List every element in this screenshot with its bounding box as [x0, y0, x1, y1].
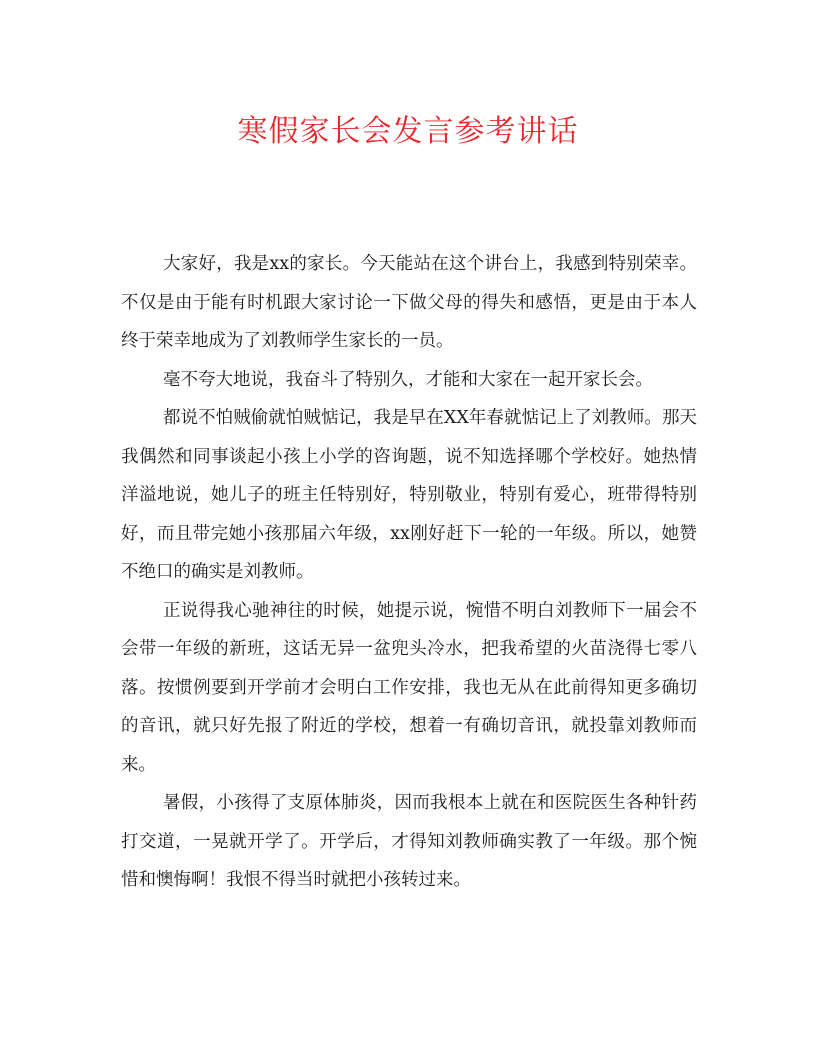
document-title: 寒假家长会发言参考讲话 [237, 114, 579, 149]
paragraph: 正说得我心驰神往的时候，她提示说，惋惜不明白刘教师下一届会不会带一年级的新班，这话无异一盆兜头冷水，把我希望的火苗浇得七零八落。按惯例要到开学前才会明白工作安排，我也无从在此前得知更多确切的音讯，就只好先报了附近的学校，想着一有确切音讯，就投靠刘教师而来。 [121, 600, 697, 775]
paragraph: 大家好，我是xx的家长。今天能站在这个讲台上，我感到特别荣幸。不仅是由于能有时机跟大家讨论一下做父母的得失和感悟，更是由于本人终于荣幸地成为了刘教师学生家长的一员。 [121, 254, 697, 351]
paragraph: 暑假，小孩得了支原体肺炎，因而我根本上就在和医院医生各种针药打交道，一晃就开学了。开学后，才得知刘教师确实教了一年级。那个惋惜和懊悔啊！我恨不得当时就把小孩转过来。 [121, 793, 697, 890]
document-body [121, 245, 697, 900]
paragraph: 毫不夸大地说，我奋斗了特别久，才能和大家在一起开家长会。 [163, 369, 653, 390]
paragraph: 都说不怕贼偷就怕贼惦记，我是早在XX年春就惦记上了刘教师。那天我偶然和同事谈起小孩上小学的咨询题，说不知选择哪个学校好。她热情洋溢地说，她儿子的班主任特别好，特别敬业，特别有爱心，班带得特别好，而且带完她小孩那届六年级，xx刚好赶下一轮的一年级。所以，她赞不绝口的确实是刘教师。 [121, 408, 697, 582]
